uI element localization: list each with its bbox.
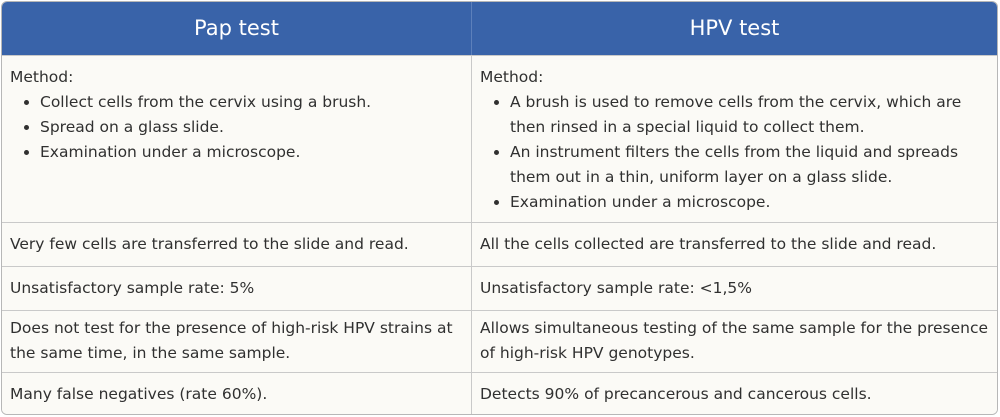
table-row [2,310,997,372]
table-row-method [2,55,997,222]
header-hpv-test: HPV test [689,16,780,40]
pap-method-cell [2,56,472,222]
table-row [2,222,997,266]
pap-method-label: Method: [10,68,74,86]
hpv-method-label: Method: [480,68,544,86]
pap-method-item: • Collect cells from the cervix using a brush. [40,90,463,115]
pap-cell: Unsatisfactory sample rate: 5% [2,267,472,310]
pap-cell: Very few cells are transferred to the slide and read. [2,223,472,266]
hpv-method-item: • Examination under a microscope. [510,190,989,215]
hpv-cell: Allows simultaneous testing of the same sample for the presence of high-risk HPV genotypes. [480,319,989,362]
hpv-cell: Unsatisfactory sample rate: <1,5% [480,279,752,297]
pap-method-item: • Spread on a glass slide. [40,115,463,140]
table-row [2,372,997,415]
hpv-cell: All the cells collected are transferred to the slide and read. [480,235,937,253]
hpv-method-cell [472,56,997,222]
table-header-row [2,2,997,55]
pap-method-item: • Examination under a microscope. [40,140,463,165]
hpv-method-list [480,90,989,215]
pap-cell: Does not test for the presence of high-risk HPV strains at the same time, in the same sample. [2,311,472,372]
pap-cell: Many false negatives (rate 60%). [2,373,472,415]
hpv-cell: Detects 90% of precancerous and cancerous cells. [480,385,872,403]
comparison-table [1,1,998,415]
hpv-method-item: • A brush is used to remove cells from the cervix, which are then rinsed in a special liquid to collect them. [510,90,989,140]
header-pap-test: Pap test [2,2,472,55]
hpv-method-item: • An instrument filters the cells from the liquid and spreads them out in a thin, uniform layer on a glass slide. [510,140,989,190]
pap-method-list [10,90,463,165]
table-row [2,266,997,310]
